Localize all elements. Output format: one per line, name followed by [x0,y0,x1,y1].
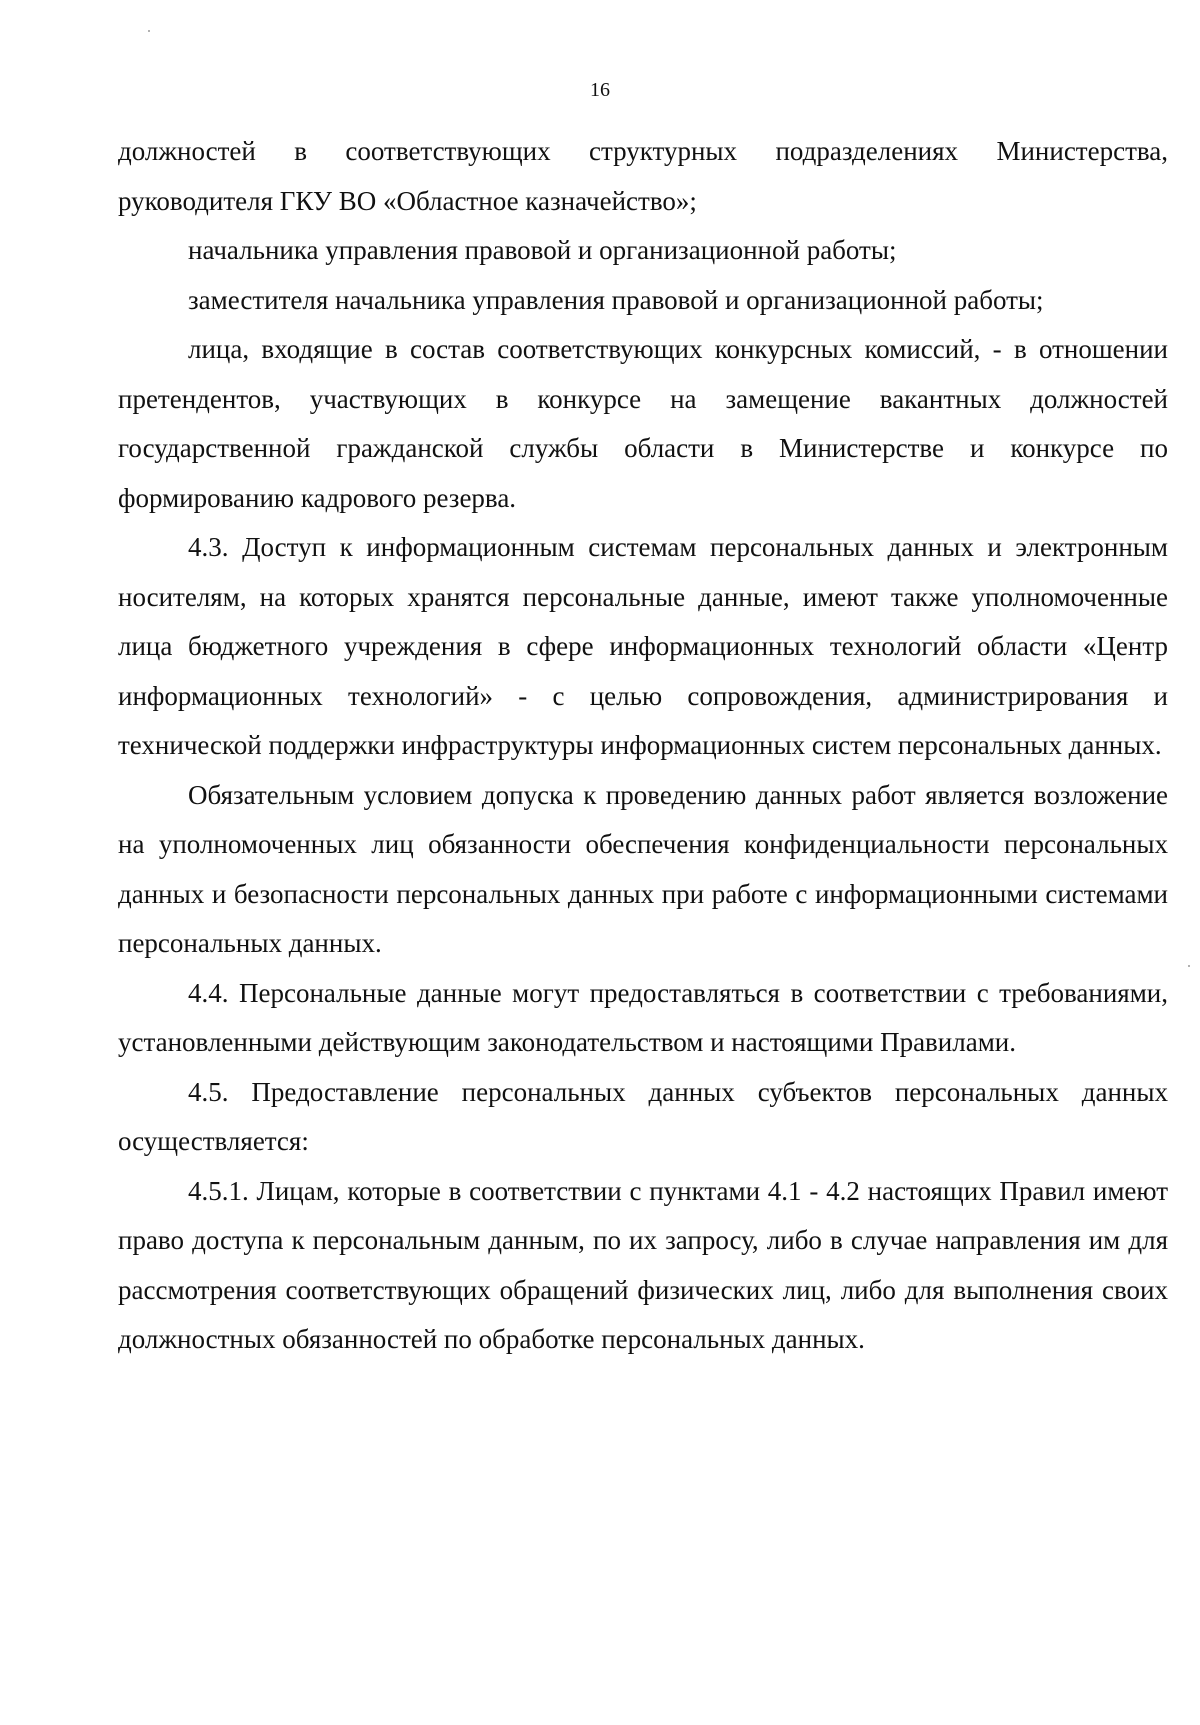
paragraph-4-5: 4.5. Предоставление персональных данных субъектов персональных данных осуществляется: [118,1076,1168,1156]
document-body [118,127,1168,1365]
paragraph-deputy-head: заместителя начальника управления правовой и организационной работы; [188,284,1044,315]
page-number: 16 [590,79,610,101]
paragraph-4-5-1: 4.5.1. Лицам, которые в соответствии с пунктами 4.1 - 4.2 настоящих Правил имеют право доступа к персональным данным, по их запросу, либо в случае направления им для рассмотрения соответствующих обращений физических лиц, либо для выполнения своих должностных обязанностей по обработке персональных данных. [118,1175,1168,1354]
paragraph-4-3: 4.3. Доступ к информационным системам персональных данных и электронным носителям, на которых хранятся персональные данные, имеют также уполномоченные лица бюджетного учреждения в сфере информационных технологий области «Центр информационных технологий» - с целью сопровождения, администрирования и технической поддержки инфраструктуры информационных систем персональных данных. [118,532,1168,760]
paragraph-head-of-department: начальника управления правовой и организационной работы; [188,235,897,265]
scan-speck [148,30,150,32]
paragraph-continuation: должностей в соответствующих структурных подразделениях Министерства, руководителя ГКУ ВО «Областное казначейство»; [118,136,1168,216]
scan-speck [1188,965,1190,967]
paragraph-access-condition: Обязательным условием допуска к проведению данных работ является возложение на уполномоченных лиц обязанности обеспечения конфиденциальности персональных данных и безопасности персональных данных при работе с информационными системами персональных данных. [118,779,1168,958]
paragraph-commission-members: лица, входящие в состав соответствующих конкурсных комиссий, - в отношении претендентов, участвующих в конкурсе на замещение вакантных должностей государственной гражданской службы области в Министерстве и конкурсе по формированию кадрового резерва. [118,334,1168,513]
paragraph-4-4: 4.4. Персональные данные могут предоставляться в соответствии с требованиями, установленными действующим законодательством и настоящими Правилами. [118,977,1168,1057]
